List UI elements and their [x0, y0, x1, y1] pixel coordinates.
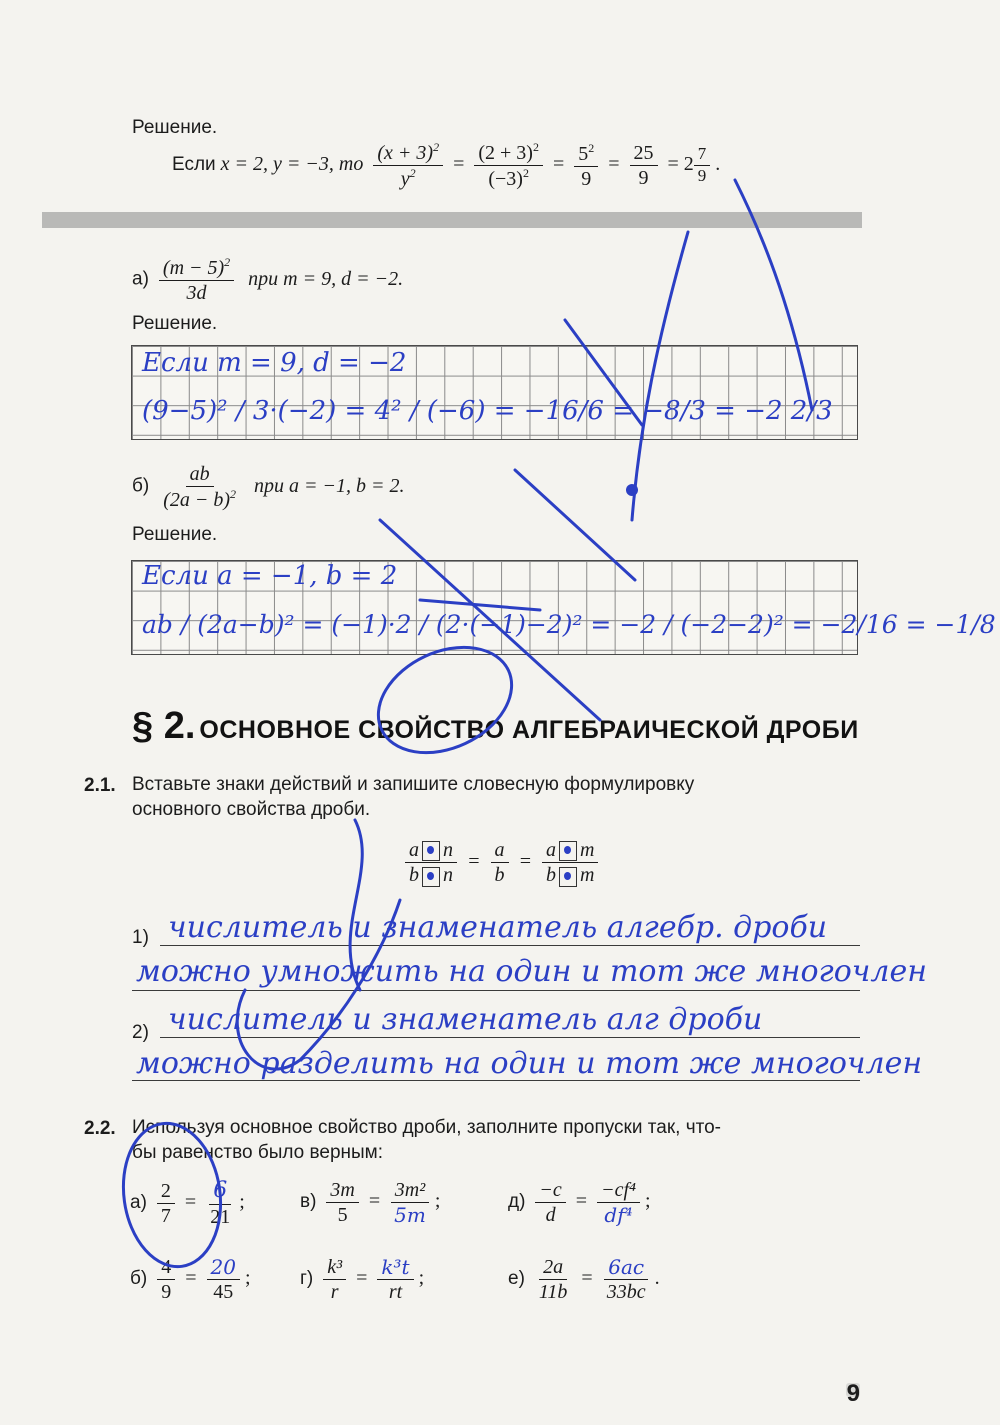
item-2-label: 2) [132, 1022, 149, 1043]
item-1-handwriting-a: числитель и знаменатель алгебр. дроби [168, 910, 828, 945]
task-a-solution-label: Решение. [132, 313, 218, 334]
pen-stroke-3 [565, 320, 642, 425]
section-title: ОСНОВНОЕ СВОЙСТВО АЛГЕБРАИЧЕСКОЙ ДРОБИ [199, 716, 859, 744]
example-conditions: x = 2, y = −3, то [220, 153, 364, 176]
task-2-1-text-line2: основного свойства дроби. [132, 799, 371, 820]
task-2-1-number: 2.1. [84, 775, 116, 796]
example-fraction-2: $\frac{(2 + 3)^2}{(-3)^2}$ [474, 140, 543, 191]
task-b-solution-label: Решение. [132, 524, 218, 545]
section-number: § 2. [132, 705, 196, 747]
task-2-1-text-line1: Вставьте знаки действий и запишите словесную формулировку [132, 774, 695, 795]
item-1-label: 1) [132, 927, 149, 948]
task-2-2-number: 2.2. [84, 1118, 116, 1139]
example-formula: Если x = 2, y = −3, то $\frac{(x + 3)^2}{y^2}$ = $\frac{(2 + 3)^2}{(-3)^2}$ = $\frac{5^2}{9}$ = $\frac{25}{9}$ = 2 $\frac{7}{9}$ . [172, 140, 721, 190]
pen-dot [626, 484, 638, 496]
answer-a[interactable]: 6 [209, 1178, 231, 1205]
task-b-statement: б) $\frac{ab}{(2a - b)^2}$ при a = −1, b = 2. [132, 463, 405, 511]
task-a-handwriting-line2: (9−5)² / 3·(−2) = 4² / (−6) = −16/6 = −8/3 = −2 2/3 [142, 396, 833, 426]
pen-stroke-1 [735, 180, 812, 410]
exercise-a: а) $\frac{2}{7}$ = $\frac{6}{21}$ ; [130, 1178, 245, 1229]
item-2-handwriting-b: можно разделить на один и тот же многочлен [136, 1046, 923, 1081]
exercise-v: в) $\frac{3m}{5}$ = $\frac{\text{3m²}}{5m}$ ; [300, 1179, 441, 1227]
pen-stroke-7 [237, 900, 400, 1069]
answer-v[interactable]: 5m [394, 1203, 426, 1227]
exercise-d: д) $\frac{-c}{d}$ = $\frac{\text{−cf⁴}}{\text{df⁴}}$ ; [508, 1179, 651, 1227]
example-fraction-4: $\frac{25}{9}$ [630, 141, 658, 190]
task-a-handwriting-line1: Если m = 9, d = −2 [142, 348, 407, 378]
answer-e[interactable]: 6ac [604, 1255, 648, 1280]
pen-stroke-4 [380, 520, 600, 720]
property-formula: a n b n = $\frac{a}{b}$ = a m b m [400, 838, 603, 888]
answer-d[interactable]: df⁴ [604, 1203, 633, 1227]
example-solution-label: Решение. [132, 117, 218, 138]
pen-loop-2 [114, 1117, 229, 1273]
answer-b[interactable]: 20 [207, 1255, 240, 1280]
pen-stroke-6 [420, 600, 540, 610]
pen-stroke-2 [632, 232, 688, 520]
answer-g[interactable]: k³t [377, 1255, 413, 1280]
page-number: 9 [846, 1380, 860, 1407]
task-a-statement: а) $\frac{(m - 5)^2}{3d}$ при m = 9, d = −2. [132, 255, 404, 304]
example-fraction-1: $\frac{(x + 3)^2}{y^2}$ [373, 140, 443, 191]
item-2-handwriting-a: числитель и знаменатель алг дроби [168, 1002, 763, 1037]
task-2-2-text-line1: Используя основное свойство дроби, заполните пропуски так, что- [132, 1117, 721, 1138]
example-result: 2 $\frac{7}{9}$ . [683, 144, 721, 185]
pen-loop-1 [361, 627, 528, 773]
example-fraction-3: $\frac{5^2}{9}$ [574, 141, 598, 191]
item-1-handwriting-b: можно умножить на один и тот же многочлен [136, 954, 928, 989]
pen-stroke-5 [515, 470, 635, 580]
task-b-handwriting-line2: ab / (2a−b)² = (−1)·2 / (2·(−1)−2)² = −2 / (−2−2)² = −2/16 = −1/8 [142, 610, 996, 639]
if-word: Если [172, 154, 216, 176]
pen-stroke-8 [350, 820, 362, 990]
exercise-e: е) $\frac{2a}{11b}$ = $\frac{6ac}{33bc}$ . [508, 1255, 660, 1303]
task-2-2-text-line2: бы равенство было верным: [132, 1142, 384, 1163]
task-b-handwriting-line1: Если a = −1, b = 2 [142, 561, 398, 591]
exercise-g: г) $\frac{\text{k³}}{r}$ = $\frac{\text{k³t}}{rt}$ ; [300, 1255, 425, 1303]
exercise-b: б) $\frac{4}{9}$ = $\frac{20}{45}$ ; [130, 1255, 251, 1303]
